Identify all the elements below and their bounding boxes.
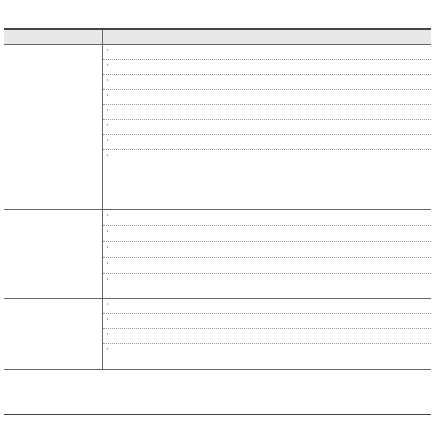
list-item: [103, 135, 432, 150]
list-item: [103, 105, 432, 120]
list-item: [103, 344, 432, 358]
footnote: [4, 414, 431, 427]
list-item: [103, 120, 432, 135]
category-cell: [4, 45, 102, 210]
table-row: [4, 299, 431, 370]
list-item: [103, 210, 432, 226]
header-category: [4, 29, 102, 45]
details-cell: [102, 210, 431, 299]
table-row: [4, 210, 431, 299]
document-title: [0, 4, 435, 22]
list-item: [103, 274, 432, 289]
table-header-row: [4, 29, 431, 45]
detail-list: [103, 45, 432, 164]
category-cell: [4, 210, 102, 299]
category-cell: [4, 299, 102, 370]
summary-table: [4, 28, 431, 370]
header-details: [102, 29, 431, 45]
list-item: [103, 299, 432, 314]
list-item: [103, 258, 432, 274]
details-cell: [102, 45, 431, 210]
list-item: [103, 242, 432, 258]
list-item: [103, 329, 432, 344]
list-item: [103, 45, 432, 60]
list-item: [103, 314, 432, 329]
detail-list: [103, 210, 432, 289]
list-item: [103, 60, 432, 75]
list-item: [103, 150, 432, 164]
list-item: [103, 90, 432, 105]
detail-list: [103, 299, 432, 358]
list-item: [103, 226, 432, 242]
details-cell: [102, 299, 431, 370]
list-item: [103, 75, 432, 90]
table-row: [4, 45, 431, 210]
